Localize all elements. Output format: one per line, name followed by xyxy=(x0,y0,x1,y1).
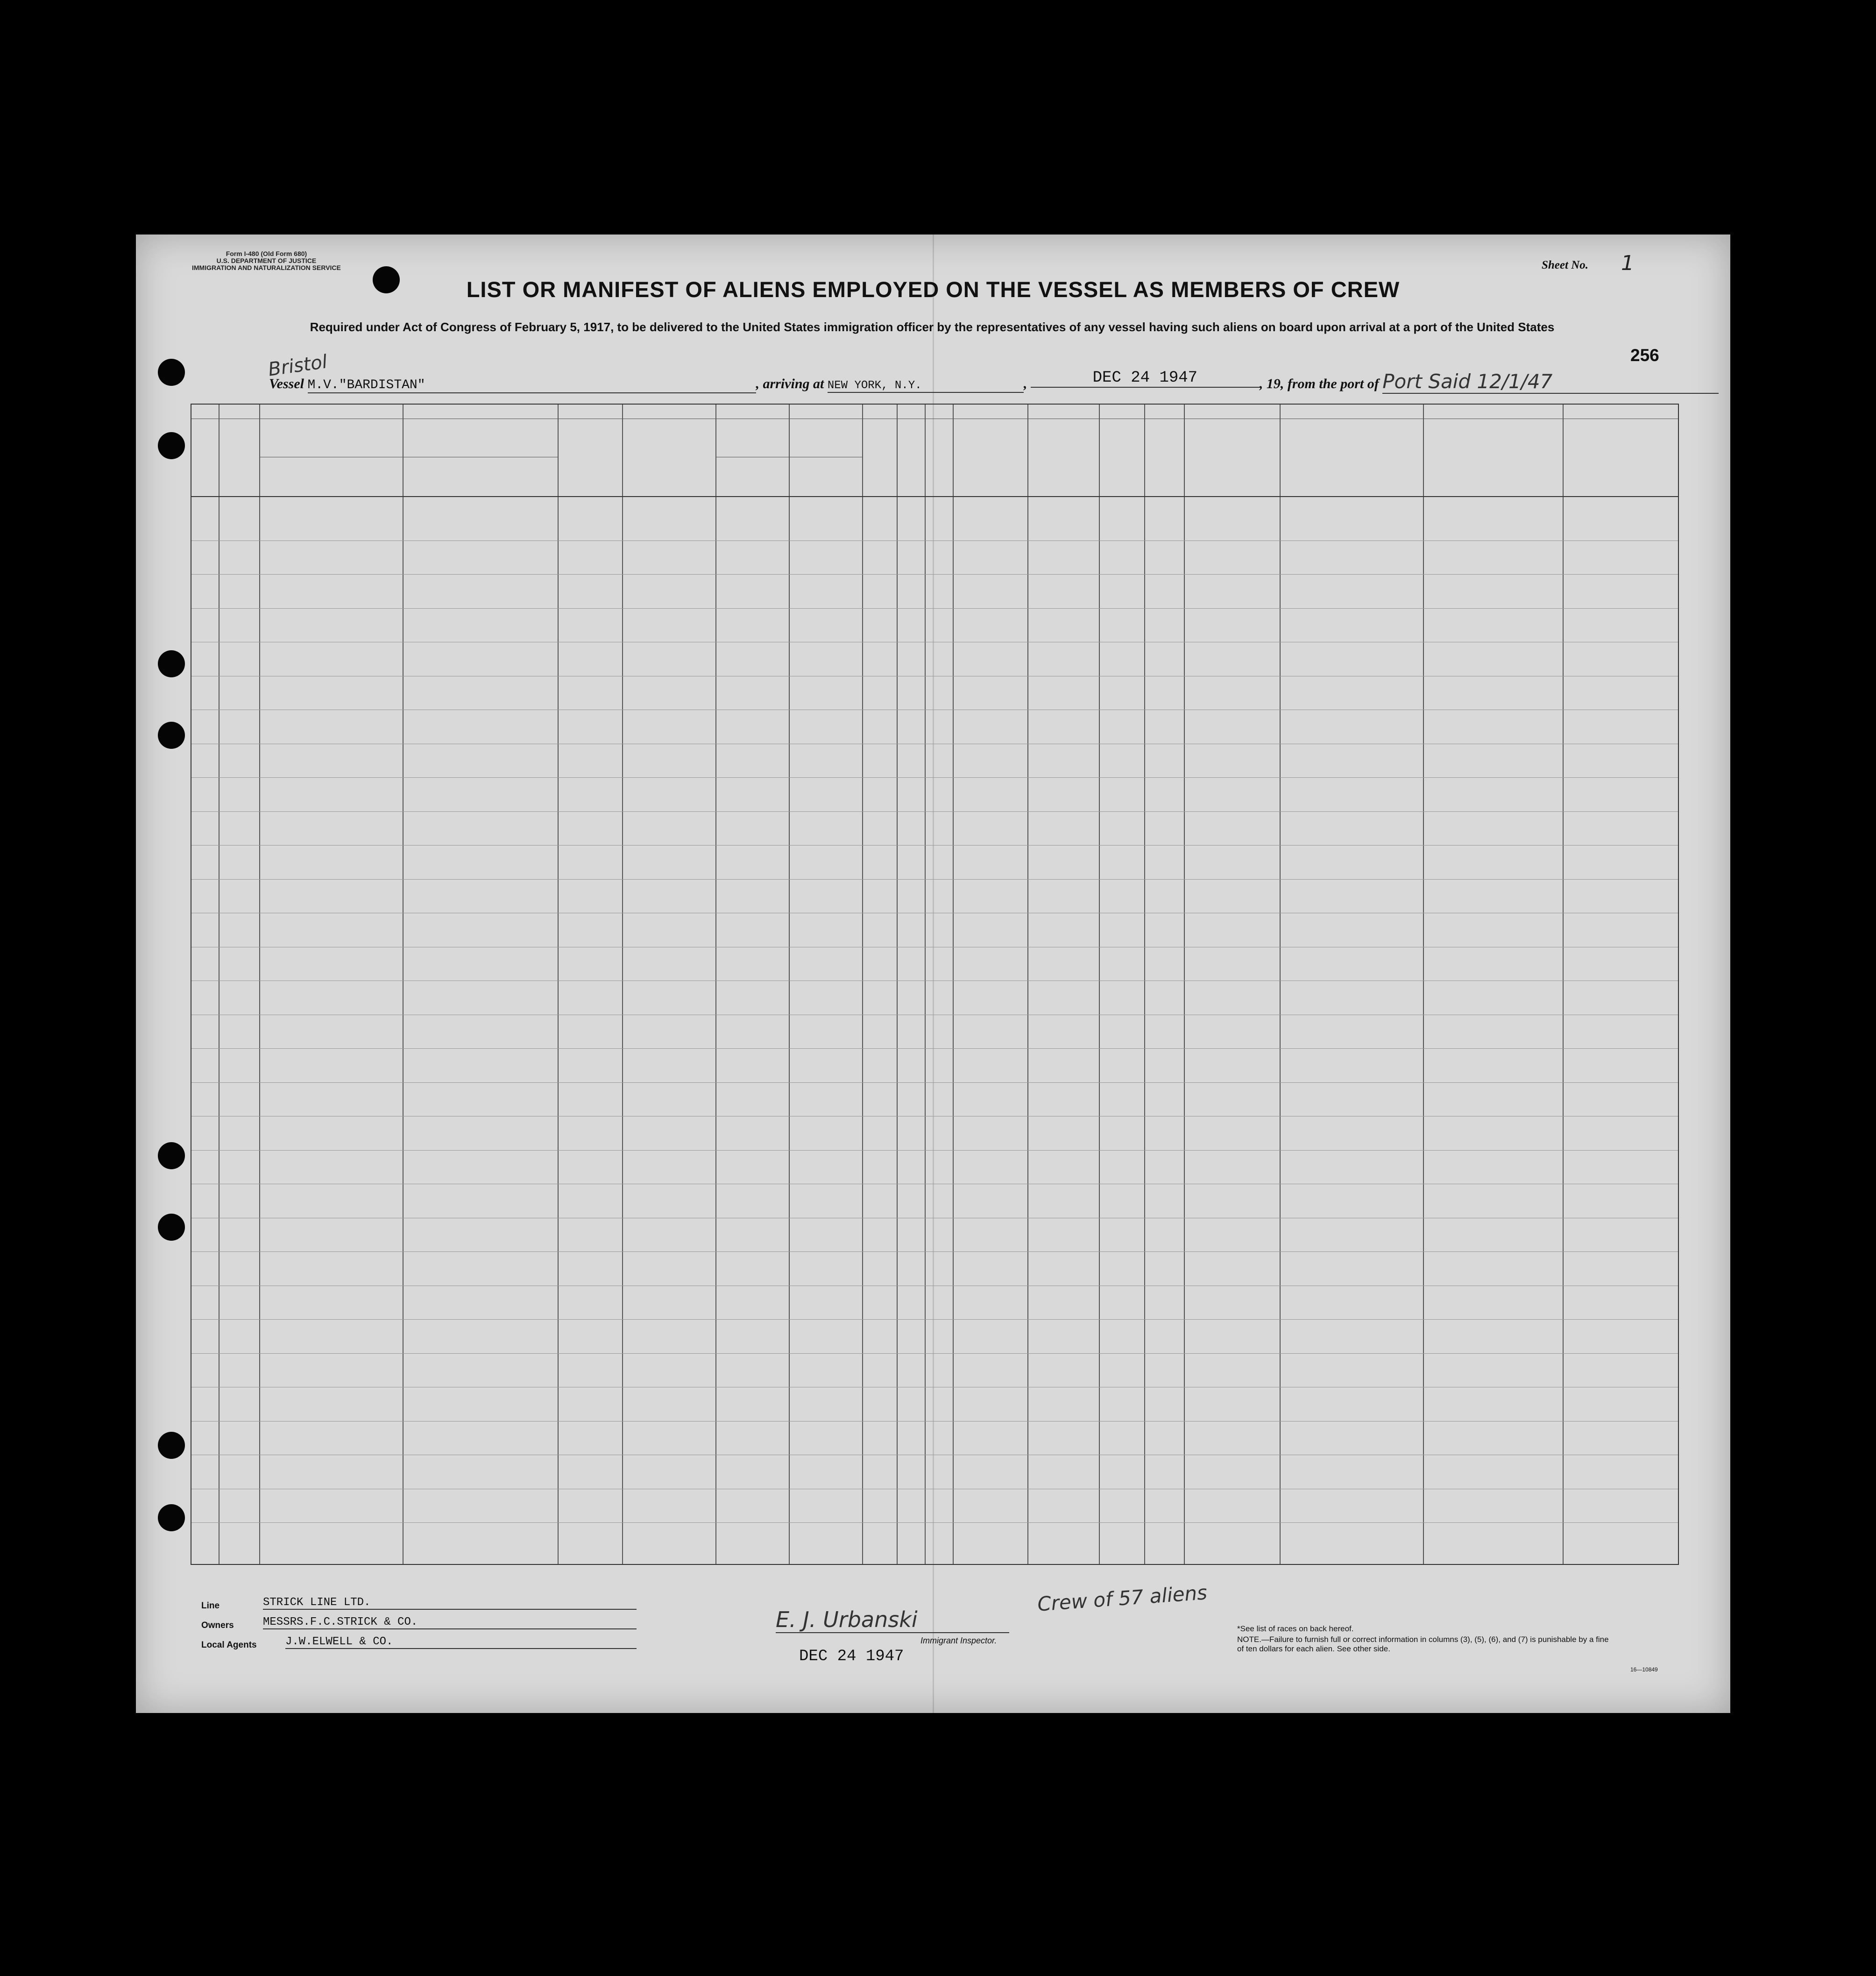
binder-hole xyxy=(158,1432,185,1459)
stamp-number: 256 xyxy=(1630,346,1659,365)
form-id: Form I-480 (Old Form 680) U.S. DEPARTMENT OF JUSTICE IMMIGRATION AND NATURALIZATION SERVICE xyxy=(192,250,341,271)
footer-date-stamp: DEC 24 1947 xyxy=(799,1648,904,1665)
column-divider xyxy=(1099,405,1100,1564)
from-label: from the port of xyxy=(1287,376,1379,391)
column-divider xyxy=(715,405,716,1564)
line-value: STRICK LINE LTD. xyxy=(263,1596,637,1610)
sheet-label: Sheet No. xyxy=(1542,259,1588,271)
row-line xyxy=(191,1150,1678,1151)
owners-value: MESSRS.F.C.STRICK & CO. xyxy=(263,1616,637,1629)
row-line xyxy=(191,540,1678,541)
column-divider xyxy=(259,405,260,1564)
handwritten-port: Bristol xyxy=(267,351,329,381)
column-divider xyxy=(1144,405,1145,1564)
column-divider xyxy=(862,405,863,1564)
year-label: 19 xyxy=(1266,376,1281,391)
sheet-number: 1 xyxy=(1621,251,1634,275)
column-divider xyxy=(1563,405,1564,1564)
page-title: LIST OR MANIFEST OF ALIENS EMPLOYED ON THE VESSEL AS MEMBERS OF CREW xyxy=(466,277,1400,302)
row-line xyxy=(191,811,1678,812)
binder-hole xyxy=(158,1142,185,1169)
row-line xyxy=(191,574,1678,575)
binder-hole xyxy=(373,266,400,293)
row-line xyxy=(191,879,1678,880)
column-divider xyxy=(1027,405,1028,1564)
row-line xyxy=(191,1048,1678,1049)
column-divider xyxy=(622,405,623,1564)
row-line xyxy=(191,1421,1678,1422)
vessel-line: Bristol Vessel M.V."BARDISTAN" , arriving at NEW YORK, N.Y. , DEC 24 1947 , 19, from the port of Port Said 12/1/47 xyxy=(269,370,1719,394)
line-label: Line xyxy=(201,1601,220,1611)
binder-hole xyxy=(158,722,185,749)
from-port: Port Said 12/1/47 xyxy=(1382,370,1719,394)
column-divider xyxy=(1423,405,1424,1564)
row-line xyxy=(191,845,1678,846)
binder-hole xyxy=(158,1214,185,1241)
arriving-port: NEW YORK, N.Y. xyxy=(828,379,1024,393)
agents-value: J.W.ELWELL & CO. xyxy=(285,1635,637,1649)
column-divider xyxy=(897,405,898,1564)
manifest-page xyxy=(136,235,1730,1713)
column-divider xyxy=(789,405,790,1564)
column-divider xyxy=(925,405,926,1564)
crew-count-note: Crew of 57 aliens xyxy=(1036,1581,1208,1616)
print-code: 16—10849 xyxy=(1630,1666,1658,1673)
column-divider xyxy=(1280,405,1281,1564)
column-divider xyxy=(403,405,404,1564)
penalty-note: NOTE.—Failure to furnish full or correct information in columns (3), (5), (6), and (7) is punishable by a fine of ten dollars for each alien. See other side. xyxy=(1237,1635,1609,1653)
row-line xyxy=(191,1353,1678,1354)
column-divider xyxy=(558,405,559,1564)
binder-hole xyxy=(158,432,185,459)
crew-table xyxy=(191,404,1679,1565)
row-line xyxy=(191,1522,1678,1523)
arrival-date-stamp: DEC 24 1947 xyxy=(1031,369,1260,388)
header-bottom-line xyxy=(191,496,1678,497)
column-divider xyxy=(953,405,954,1564)
races-note: *See list of races on back hereof. xyxy=(1237,1624,1354,1633)
binder-hole xyxy=(158,359,185,386)
inspector-label: Immigrant Inspector. xyxy=(920,1636,997,1645)
remarks-handwritten xyxy=(1406,494,1505,523)
vessel-name: M.V."BARDISTAN" xyxy=(308,378,756,393)
agents-label: Local Agents xyxy=(201,1640,257,1650)
row-line xyxy=(191,608,1678,609)
page-subtitle: Required under Act of Congress of February 5, 1917, to be delivered to the United States immigration officer by the representatives of any vessel having such aliens on board upon arrival at a port of the United States xyxy=(310,320,1555,334)
row-line xyxy=(191,777,1678,778)
vessel-label: Vessel xyxy=(269,376,304,391)
inspector-signature: E. J. Urbanski xyxy=(776,1607,1009,1633)
row-line xyxy=(191,1251,1678,1252)
binder-hole xyxy=(158,650,185,677)
binder-hole xyxy=(158,1504,185,1531)
column-divider xyxy=(1184,405,1185,1564)
row-line xyxy=(191,1319,1678,1320)
row-line xyxy=(191,1082,1678,1083)
arriving-label: arriving at xyxy=(763,376,824,391)
owners-label: Owners xyxy=(201,1621,234,1630)
